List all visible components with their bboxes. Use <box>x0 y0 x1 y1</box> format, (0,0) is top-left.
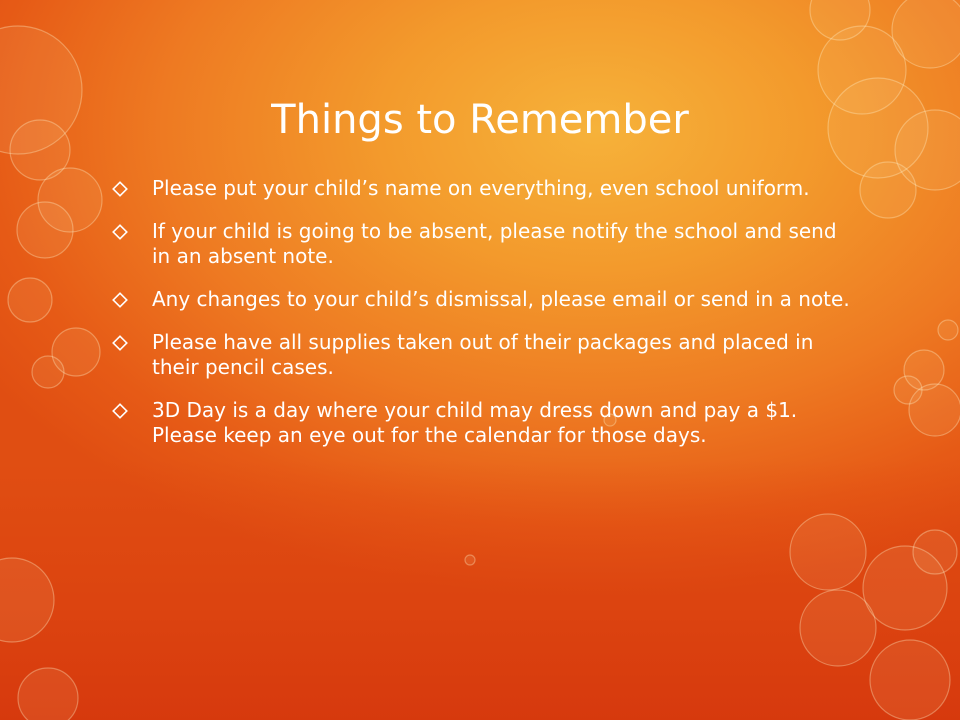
hollow-diamond-icon <box>112 181 128 197</box>
bullet-list <box>112 176 852 466</box>
bullet-item <box>112 398 852 448</box>
bullet-item <box>112 219 852 269</box>
hollow-diamond-icon <box>112 403 128 419</box>
bullet-text: Any changes to your child’s dismissal, please email or send in a note. <box>152 287 850 311</box>
bullet-item <box>112 176 852 201</box>
hollow-diamond-icon <box>112 224 128 240</box>
slide-title: Things to Remember <box>271 97 689 143</box>
bullet-text: 3D Day is a day where your child may dress down and pay a $1. Please keep an eye out for the calendar for those days. <box>152 398 798 447</box>
bullet-item <box>112 287 852 312</box>
bullet-text: If your child is going to be absent, please notify the school and send in an absent note. <box>152 219 837 268</box>
hollow-diamond-icon <box>112 335 128 351</box>
hollow-diamond-icon <box>112 292 128 308</box>
bullet-text: Please put your child’s name on everything, even school uniform. <box>152 176 810 200</box>
bullet-text: Please have all supplies taken out of their packages and placed in their pencil cases. <box>152 330 814 379</box>
bullet-item <box>112 330 852 380</box>
